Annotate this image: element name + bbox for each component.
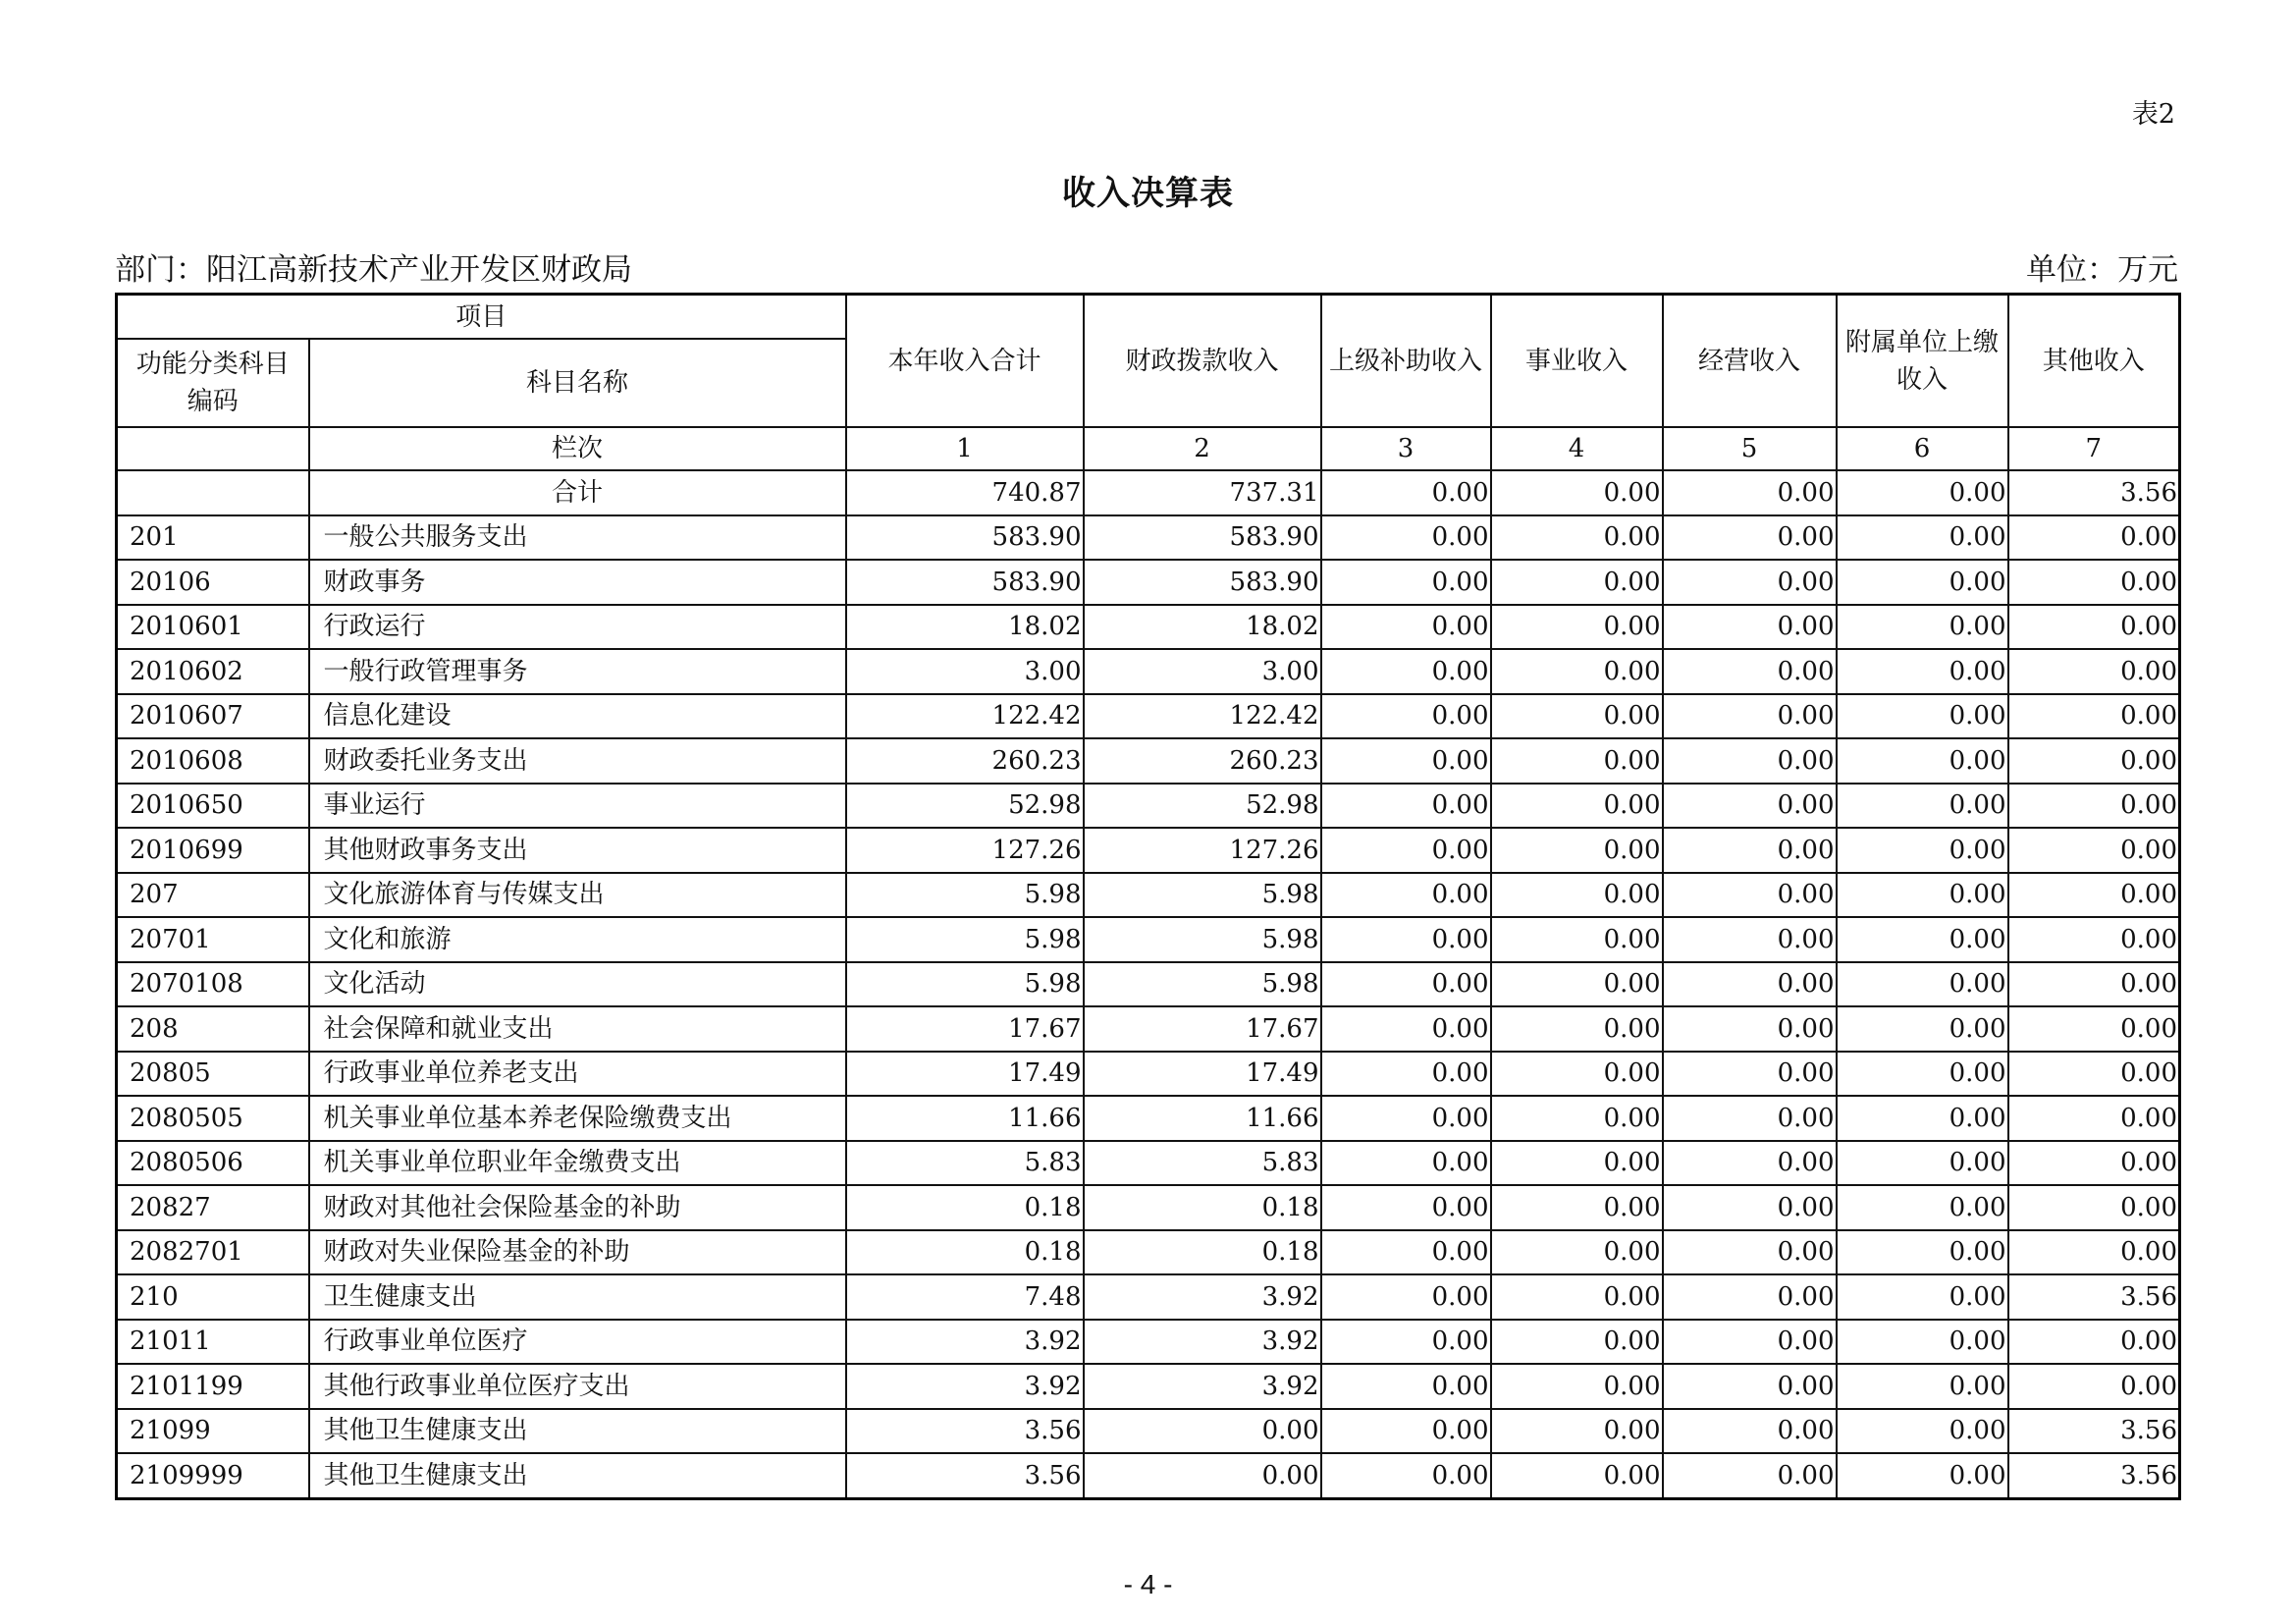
header-col-attached-units: [1837, 295, 2008, 428]
cell-code: 2080506: [117, 1141, 309, 1186]
cell-value-col-6: 0.00: [1837, 1052, 2008, 1097]
header-col-business-income: 事业收入: [1491, 295, 1663, 428]
table-row: [117, 1006, 2180, 1052]
cell-value-col-7: 0.00: [2008, 1230, 2180, 1275]
cell-value-col-5: 0.00: [1663, 828, 1837, 873]
cell-value-col-6: 0.00: [1837, 1409, 2008, 1454]
cell-value-col-2: 52.98: [1084, 784, 1321, 829]
cell-value-col-5: 0.00: [1663, 1096, 1837, 1141]
cell-code: 2010602: [117, 649, 309, 694]
header-col-fiscal-appropriation: 财政拨款收入: [1084, 295, 1321, 428]
table-row: [117, 738, 2180, 784]
cell-value-col-5: 0.00: [1663, 1409, 1837, 1454]
cell-value-col-1: 5.98: [846, 917, 1084, 962]
cell-value-col-5: 0.00: [1663, 1230, 1837, 1275]
cell-value-col-2: 5.83: [1084, 1141, 1321, 1186]
cell-value-col-1: 740.87: [846, 470, 1084, 515]
index-3: 3: [1321, 427, 1491, 470]
cell-value-col-3: 0.00: [1321, 1274, 1491, 1320]
cell-value-col-2: 17.49: [1084, 1052, 1321, 1097]
cell-value-col-4: 0.00: [1491, 1364, 1663, 1409]
cell-name: 财政委托业务支出: [309, 738, 846, 784]
index-7: 7: [2008, 427, 2180, 470]
cell-value-col-7: 3.56: [2008, 1453, 2180, 1498]
cell-value-col-3: 0.00: [1321, 917, 1491, 962]
cell-value-col-1: 583.90: [846, 560, 1084, 605]
table-row: [117, 1185, 2180, 1230]
table-row: [117, 917, 2180, 962]
cell-value-col-6: 0.00: [1837, 962, 2008, 1007]
cell-value-col-5: 0.00: [1663, 1141, 1837, 1186]
cell-value-col-1: 52.98: [846, 784, 1084, 829]
cell-code: 21099: [117, 1409, 309, 1454]
cell-value-col-7: 0.00: [2008, 784, 2180, 829]
cell-value-col-7: 0.00: [2008, 828, 2180, 873]
cell-value-col-1: 127.26: [846, 828, 1084, 873]
header-col-other-income: 其他收入: [2008, 295, 2180, 428]
cell-value-col-4: 0.00: [1491, 784, 1663, 829]
table-number: 表2: [2131, 99, 2175, 130]
cell-value-col-6: 0.00: [1837, 784, 2008, 829]
cell-value-col-7: 3.56: [2008, 1274, 2180, 1320]
income-final-accounts-table: [115, 293, 2181, 1500]
cell-code: [117, 470, 309, 515]
cell-value-col-1: 3.92: [846, 1320, 1084, 1365]
index-4: 4: [1491, 427, 1663, 470]
table-row: [117, 694, 2180, 739]
cell-value-col-7: 3.56: [2008, 470, 2180, 515]
cell-code: 2082701: [117, 1230, 309, 1275]
cell-value-col-4: 0.00: [1491, 1320, 1663, 1365]
table-row: [117, 1096, 2180, 1141]
cell-name: 合计: [309, 470, 846, 515]
cell-value-col-5: 0.00: [1663, 560, 1837, 605]
cell-code: 20805: [117, 1052, 309, 1097]
cell-value-col-1: 3.92: [846, 1364, 1084, 1409]
cell-value-col-7: 0.00: [2008, 962, 2180, 1007]
page-title: 收入决算表: [1062, 174, 1234, 213]
cell-value-col-1: 5.83: [846, 1141, 1084, 1186]
cell-value-col-4: 0.00: [1491, 962, 1663, 1007]
header-code: [117, 339, 309, 427]
cell-value-col-3: 0.00: [1321, 1409, 1491, 1454]
cell-value-col-3: 0.00: [1321, 1320, 1491, 1365]
cell-code: 2070108: [117, 962, 309, 1007]
cell-name: 社会保障和就业支出: [309, 1006, 846, 1052]
cell-code: 2010601: [117, 605, 309, 650]
cell-value-col-7: 0.00: [2008, 738, 2180, 784]
cell-name: 卫生健康支出: [309, 1274, 846, 1320]
cell-value-col-6: 0.00: [1837, 738, 2008, 784]
cell-value-col-5: 0.00: [1663, 873, 1837, 918]
cell-value-col-3: 0.00: [1321, 515, 1491, 561]
cell-value-col-6: 0.00: [1837, 917, 2008, 962]
cell-value-col-5: 0.00: [1663, 470, 1837, 515]
cell-value-col-2: 583.90: [1084, 515, 1321, 561]
cell-value-col-6: 0.00: [1837, 1453, 2008, 1498]
index-5: 5: [1663, 427, 1837, 470]
cell-value-col-6: 0.00: [1837, 649, 2008, 694]
cell-name: 其他财政事务支出: [309, 828, 846, 873]
cell-value-col-4: 0.00: [1491, 1006, 1663, 1052]
cell-code: 2010699: [117, 828, 309, 873]
cell-value-col-1: 5.98: [846, 962, 1084, 1007]
cell-value-col-6: 0.00: [1837, 873, 2008, 918]
cell-value-col-1: 260.23: [846, 738, 1084, 784]
cell-code: 210: [117, 1274, 309, 1320]
cell-value-col-6: 0.00: [1837, 1320, 2008, 1365]
cell-value-col-4: 0.00: [1491, 828, 1663, 873]
cell-value-col-4: 0.00: [1491, 605, 1663, 650]
cell-value-col-2: 127.26: [1084, 828, 1321, 873]
header-col-attached-units-line1: 附属单位上缴: [1845, 327, 2000, 357]
cell-value-col-2: 0.18: [1084, 1185, 1321, 1230]
cell-value-col-4: 0.00: [1491, 1230, 1663, 1275]
cell-name: 文化活动: [309, 962, 846, 1007]
cell-name: 一般行政管理事务: [309, 649, 846, 694]
header-code-line2: 编码: [187, 387, 239, 416]
cell-value-col-4: 0.00: [1491, 1453, 1663, 1498]
cell-value-col-3: 0.00: [1321, 1364, 1491, 1409]
cell-value-col-3: 0.00: [1321, 1141, 1491, 1186]
cell-value-col-3: 0.00: [1321, 784, 1491, 829]
cell-name: 其他卫生健康支出: [309, 1453, 846, 1498]
table-row: [117, 1230, 2180, 1275]
cell-value-col-1: 17.49: [846, 1052, 1084, 1097]
cell-value-col-3: 0.00: [1321, 470, 1491, 515]
cell-value-col-3: 0.00: [1321, 1096, 1491, 1141]
cell-value-col-3: 0.00: [1321, 694, 1491, 739]
cell-value-col-2: 260.23: [1084, 738, 1321, 784]
cell-value-col-3: 0.00: [1321, 738, 1491, 784]
cell-value-col-6: 0.00: [1837, 1274, 2008, 1320]
table-row: [117, 1052, 2180, 1097]
cell-value-col-5: 0.00: [1663, 1274, 1837, 1320]
cell-value-col-5: 0.00: [1663, 738, 1837, 784]
cell-value-col-7: 0.00: [2008, 1185, 2180, 1230]
index-label: 栏次: [309, 427, 846, 470]
cell-code: 2010608: [117, 738, 309, 784]
table-row: [117, 1364, 2180, 1409]
cell-value-col-7: 0.00: [2008, 1096, 2180, 1141]
cell-value-col-2: 17.67: [1084, 1006, 1321, 1052]
cell-code: 2109999: [117, 1453, 309, 1498]
table-row: [117, 605, 2180, 650]
header-row-project: [117, 295, 2180, 340]
cell-value-col-4: 0.00: [1491, 515, 1663, 561]
cell-code: 20106: [117, 560, 309, 605]
cell-value-col-5: 0.00: [1663, 1052, 1837, 1097]
cell-code: 207: [117, 873, 309, 918]
unit-label: 单位：万元: [2026, 252, 2178, 288]
table-row: [117, 560, 2180, 605]
cell-name: 事业运行: [309, 784, 846, 829]
cell-value-col-2: 5.98: [1084, 873, 1321, 918]
cell-value-col-4: 0.00: [1491, 560, 1663, 605]
cell-value-col-4: 0.00: [1491, 470, 1663, 515]
cell-value-col-5: 0.00: [1663, 694, 1837, 739]
cell-value-col-2: 5.98: [1084, 917, 1321, 962]
table-row: [117, 962, 2180, 1007]
cell-value-col-5: 0.00: [1663, 1185, 1837, 1230]
cell-value-col-6: 0.00: [1837, 560, 2008, 605]
cell-value-col-2: 3.00: [1084, 649, 1321, 694]
cell-code: 2010650: [117, 784, 309, 829]
cell-value-col-4: 0.00: [1491, 649, 1663, 694]
cell-value-col-3: 0.00: [1321, 605, 1491, 650]
cell-value-col-6: 0.00: [1837, 1006, 2008, 1052]
table-row: [117, 515, 2180, 561]
cell-value-col-4: 0.00: [1491, 873, 1663, 918]
cell-code: 2080505: [117, 1096, 309, 1141]
cell-value-col-6: 0.00: [1837, 1096, 2008, 1141]
table-row: [117, 649, 2180, 694]
cell-value-col-6: 0.00: [1837, 515, 2008, 561]
cell-value-col-7: 0.00: [2008, 1364, 2180, 1409]
cell-value-col-2: 737.31: [1084, 470, 1321, 515]
table-row: [117, 873, 2180, 918]
cell-value-col-2: 583.90: [1084, 560, 1321, 605]
cell-code: 21011: [117, 1320, 309, 1365]
cell-value-col-3: 0.00: [1321, 828, 1491, 873]
cell-name: 其他行政事业单位医疗支出: [309, 1364, 846, 1409]
cell-value-col-5: 0.00: [1663, 1364, 1837, 1409]
cell-value-col-5: 0.00: [1663, 1006, 1837, 1052]
cell-value-col-2: 0.00: [1084, 1409, 1321, 1454]
cell-value-col-1: 18.02: [846, 605, 1084, 650]
cell-value-col-3: 0.00: [1321, 962, 1491, 1007]
cell-value-col-3: 0.00: [1321, 873, 1491, 918]
cell-value-col-2: 0.18: [1084, 1230, 1321, 1275]
header-code-line1: 功能分类科目: [135, 350, 290, 379]
cell-value-col-3: 0.00: [1321, 1453, 1491, 1498]
cell-value-col-4: 0.00: [1491, 1052, 1663, 1097]
cell-value-col-6: 0.00: [1837, 828, 2008, 873]
cell-value-col-7: 0.00: [2008, 560, 2180, 605]
cell-value-col-7: 0.00: [2008, 515, 2180, 561]
header-col-total: 本年收入合计: [846, 295, 1084, 428]
cell-name: 其他卫生健康支出: [309, 1409, 846, 1454]
cell-value-col-7: 0.00: [2008, 649, 2180, 694]
cell-value-col-6: 0.00: [1837, 1364, 2008, 1409]
cell-name: 财政事务: [309, 560, 846, 605]
cell-code: 208: [117, 1006, 309, 1052]
cell-value-col-7: 0.00: [2008, 1052, 2180, 1097]
index-1: 1: [846, 427, 1084, 470]
cell-name: 财政对失业保险基金的补助: [309, 1230, 846, 1275]
cell-value-col-7: 0.00: [2008, 694, 2180, 739]
cell-value-col-1: 11.66: [846, 1096, 1084, 1141]
cell-value-col-7: 0.00: [2008, 1141, 2180, 1186]
cell-value-col-3: 0.00: [1321, 1185, 1491, 1230]
cell-value-col-7: 0.00: [2008, 1006, 2180, 1052]
cell-value-col-7: 0.00: [2008, 873, 2180, 918]
cell-value-col-6: 0.00: [1837, 470, 2008, 515]
cell-name: 文化旅游体育与传媒支出: [309, 873, 846, 918]
cell-value-col-7: 0.00: [2008, 1320, 2180, 1365]
cell-value-col-2: 3.92: [1084, 1274, 1321, 1320]
cell-name: 行政事业单位养老支出: [309, 1052, 846, 1097]
cell-value-col-1: 5.98: [846, 873, 1084, 918]
cell-value-col-5: 0.00: [1663, 917, 1837, 962]
header-col-operating-income: 经营收入: [1663, 295, 1837, 428]
cell-code: 20827: [117, 1185, 309, 1230]
cell-value-col-5: 0.00: [1663, 605, 1837, 650]
cell-name: 一般公共服务支出: [309, 515, 846, 561]
cell-value-col-7: 0.00: [2008, 917, 2180, 962]
cell-name: 信息化建设: [309, 694, 846, 739]
cell-value-col-3: 0.00: [1321, 560, 1491, 605]
table-row: [117, 1320, 2180, 1365]
cell-value-col-6: 0.00: [1837, 1141, 2008, 1186]
cell-value-col-5: 0.00: [1663, 515, 1837, 561]
cell-value-col-3: 0.00: [1321, 1230, 1491, 1275]
cell-value-col-5: 0.00: [1663, 1320, 1837, 1365]
index-blank: [117, 427, 309, 470]
cell-name: 行政事业单位医疗: [309, 1320, 846, 1365]
cell-name: 机关事业单位职业年金缴费支出: [309, 1141, 846, 1186]
cell-value-col-2: 0.00: [1084, 1453, 1321, 1498]
cell-value-col-2: 3.92: [1084, 1364, 1321, 1409]
cell-value-col-2: 5.98: [1084, 962, 1321, 1007]
cell-value-col-6: 0.00: [1837, 694, 2008, 739]
page-number: - 4 -: [1123, 1569, 1173, 1599]
cell-value-col-4: 0.00: [1491, 738, 1663, 784]
cell-value-col-7: 0.00: [2008, 605, 2180, 650]
cell-name: 文化和旅游: [309, 917, 846, 962]
header-project: 项目: [117, 295, 846, 340]
cell-value-col-4: 0.00: [1491, 917, 1663, 962]
index-2: 2: [1084, 427, 1321, 470]
header-col-superior-subsidy: 上级补助收入: [1321, 295, 1491, 428]
cell-value-col-4: 0.00: [1491, 1185, 1663, 1230]
cell-value-col-6: 0.00: [1837, 1185, 2008, 1230]
header-row-index: [117, 427, 2180, 470]
table-row: [117, 784, 2180, 829]
cell-value-col-2: 11.66: [1084, 1096, 1321, 1141]
cell-value-col-4: 0.00: [1491, 1409, 1663, 1454]
header-col-attached-units-line2: 收入: [1896, 364, 1949, 395]
cell-value-col-7: 3.56: [2008, 1409, 2180, 1454]
table-row: [117, 1453, 2180, 1498]
cell-value-col-4: 0.00: [1491, 1096, 1663, 1141]
cell-value-col-1: 3.56: [846, 1453, 1084, 1498]
cell-value-col-1: 122.42: [846, 694, 1084, 739]
index-6: 6: [1837, 427, 2008, 470]
cell-value-col-1: 7.48: [846, 1274, 1084, 1320]
total-row: [117, 470, 2180, 515]
table-row: [117, 828, 2180, 873]
cell-value-col-4: 0.00: [1491, 1141, 1663, 1186]
cell-value-col-1: 0.18: [846, 1185, 1084, 1230]
table-row: [117, 1409, 2180, 1454]
cell-name: 机关事业单位基本养老保险缴费支出: [309, 1096, 846, 1141]
cell-value-col-1: 17.67: [846, 1006, 1084, 1052]
cell-value-col-1: 0.18: [846, 1230, 1084, 1275]
cell-value-col-5: 0.00: [1663, 1453, 1837, 1498]
cell-value-col-1: 3.00: [846, 649, 1084, 694]
cell-value-col-5: 0.00: [1663, 649, 1837, 694]
cell-value-col-5: 0.00: [1663, 784, 1837, 829]
cell-code: 201: [117, 515, 309, 561]
cell-value-col-4: 0.00: [1491, 1274, 1663, 1320]
table-row: [117, 1274, 2180, 1320]
cell-code: 2010607: [117, 694, 309, 739]
cell-value-col-3: 0.00: [1321, 1006, 1491, 1052]
cell-value-col-6: 0.00: [1837, 1230, 2008, 1275]
table-row: [117, 1141, 2180, 1186]
cell-value-col-2: 122.42: [1084, 694, 1321, 739]
cell-code: 20701: [117, 917, 309, 962]
cell-value-col-1: 583.90: [846, 515, 1084, 561]
cell-value-col-1: 3.56: [846, 1409, 1084, 1454]
cell-value-col-4: 0.00: [1491, 694, 1663, 739]
cell-value-col-3: 0.00: [1321, 1052, 1491, 1097]
cell-code: 2101199: [117, 1364, 309, 1409]
cell-value-col-6: 0.00: [1837, 605, 2008, 650]
cell-value-col-5: 0.00: [1663, 962, 1837, 1007]
cell-value-col-2: 18.02: [1084, 605, 1321, 650]
cell-value-col-2: 3.92: [1084, 1320, 1321, 1365]
cell-name: 行政运行: [309, 605, 846, 650]
department-label: 部门：阳江高新技术产业开发区财政局: [115, 252, 632, 288]
cell-name: 财政对其他社会保险基金的补助: [309, 1185, 846, 1230]
cell-value-col-3: 0.00: [1321, 649, 1491, 694]
header-name: 科目名称: [309, 339, 846, 427]
